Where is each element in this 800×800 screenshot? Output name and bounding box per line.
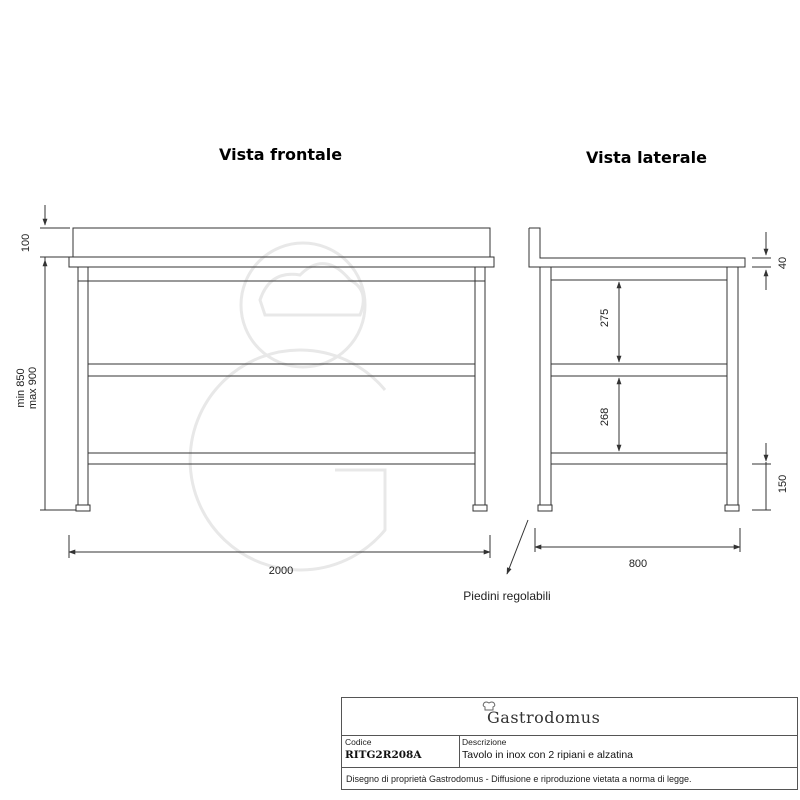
dim-side-upstand: 40 [777, 256, 789, 270]
dim-front-length: 2000 [268, 565, 294, 577]
side-foot-back [538, 505, 552, 511]
dim-side-shelf-gap-upper: 275 [599, 308, 611, 328]
front-upstand [73, 228, 490, 257]
feet-callout-label: Piedini regolabili [463, 589, 551, 603]
front-dimension-lines [40, 205, 490, 558]
title-block-logo-row [342, 698, 797, 736]
side-middle-shelf [551, 364, 727, 376]
side-leg-front [727, 267, 738, 505]
front-view [69, 228, 494, 511]
side-foot-front [725, 505, 739, 511]
code-cell [342, 735, 460, 767]
front-worktop [69, 257, 494, 267]
side-leg-back [540, 267, 551, 505]
watermark-logo [190, 243, 385, 570]
ownership-notice: Disegno di proprietà Gastrodomus - Diffusione e riproduzione vietata a norma di legge. [346, 774, 692, 784]
code-value: RITG2R208A [345, 749, 422, 761]
side-worktop-upstand [529, 228, 745, 267]
side-top-frame [551, 267, 727, 280]
dim-side-depth: 800 [628, 558, 648, 570]
front-middle-shelf [88, 364, 475, 376]
front-view-title: Vista frontale [219, 145, 343, 164]
title-block-info-row [342, 735, 797, 768]
dim-side-shelf-gap-lower: 268 [599, 407, 611, 427]
front-bottom-shelf [88, 453, 475, 464]
description-value: Tavolo in inox con 2 ripiani e alzatina [462, 749, 634, 761]
dim-front-height-min: min 850 [15, 368, 27, 408]
side-view [529, 228, 745, 511]
front-leg-right [475, 267, 485, 505]
code-label: Codice [345, 737, 372, 747]
front-foot-right [473, 505, 487, 511]
front-top-frame [78, 267, 485, 281]
feet-leader-line [507, 520, 528, 574]
brand-logo-text: Gastrodomus [487, 708, 601, 727]
front-foot-left [76, 505, 90, 511]
description-label: Descrizione [462, 737, 507, 747]
dim-side-bottom-height: 150 [777, 474, 789, 494]
description-cell [459, 735, 797, 767]
front-leg-left [78, 267, 88, 505]
side-view-title: Vista laterale [586, 148, 707, 167]
dim-front-upstand: 100 [20, 233, 32, 253]
side-bottom-shelf [551, 453, 727, 464]
dim-front-height-max: max 900 [27, 366, 39, 410]
title-block [341, 697, 798, 790]
dim-front-height [15, 367, 39, 409]
